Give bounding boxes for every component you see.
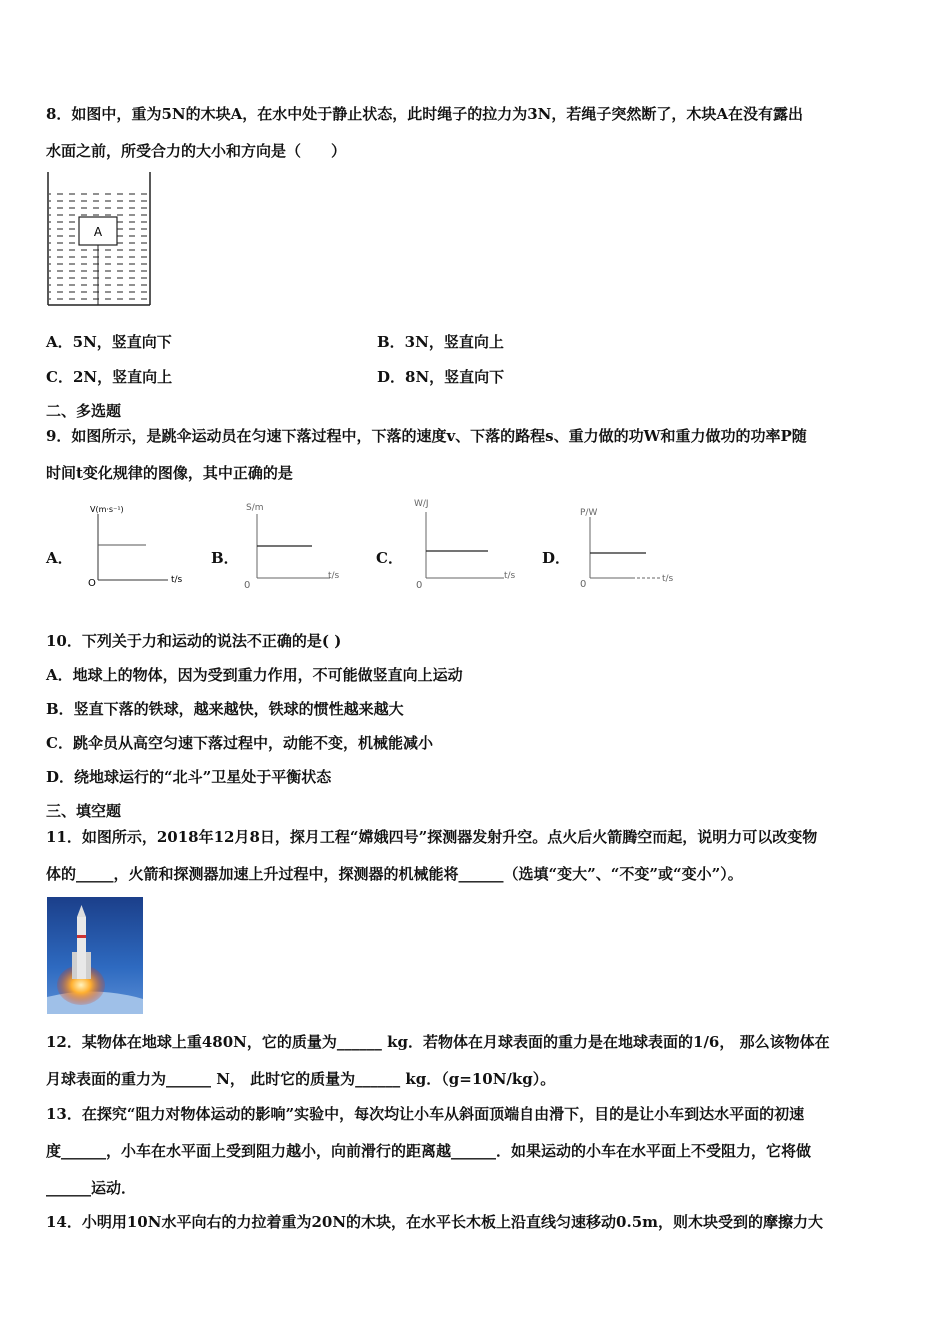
q9-graph-c-letter: C． <box>376 549 403 567</box>
q9-graph-b <box>240 498 355 593</box>
q11-line1: 11．如图所示，2018年12月8日，探月工程“嫦娥四号”探测器发射升空。点火后火箭腾空而起，说明力可以改变物 <box>46 828 818 846</box>
q10-option-a: A．地球上的物体，因为受到重力作用，不可能做竖直向上运动 <box>46 666 463 684</box>
q9-graph-a <box>82 500 192 592</box>
q8-option-b: B．3N，竖直向上 <box>377 333 504 351</box>
q8-line2: 水面之前，所受合力的大小和方向是（ ） <box>46 142 347 160</box>
q14-line1: 14．小明用10N水平向右的力拉着重为20N的木块，在水平长木板上沿直线匀速移动0.5m，则木块受到的摩擦力大 <box>46 1213 824 1231</box>
graph-b-xlabel: t/s <box>328 571 340 581</box>
q10-option-d: D．绕地球运行的“北斗”卫星处于平衡状态 <box>46 768 332 786</box>
q9-graph-b-letter: B． <box>211 549 239 567</box>
section-3-heading: 三、填空题 <box>46 802 122 820</box>
q9-graph-d-letter: D． <box>542 549 571 567</box>
block-a-label: A <box>93 225 103 239</box>
graph-d-ylabel: P/W <box>580 508 598 518</box>
q13-line1: 13．在探究“阻力对物体运动的影响”实验中，每次均让小车从斜面顶端自由滑下，目的是让小车到达水平面的初速 <box>46 1105 805 1123</box>
q8-option-c: C．2N，竖直向上 <box>46 368 173 386</box>
q9-graph-d <box>574 505 689 593</box>
q9-graph-c <box>408 494 528 594</box>
graph-b-ylabel: S/m <box>246 503 264 513</box>
graph-c-xlabel: t/s <box>504 571 516 581</box>
graph-c-origin: 0 <box>416 580 423 591</box>
q8-option-a: A．5N，竖直向下 <box>46 333 172 351</box>
graph-b-origin: 0 <box>244 580 251 591</box>
q8-line1: 8．如图中，重为5N的木块A，在水中处于静止状态，此时绳子的拉力为3N，若绳子突然断了，木块A在没有露出 <box>46 105 804 123</box>
q9-line2: 时间t变化规律的图像，其中正确的是 <box>46 464 293 482</box>
q10-option-b: B．竖直下落的铁球，越来越快，铁球的惯性越来越大 <box>46 700 404 718</box>
q10-option-c: C．跳伞员从高空匀速下落过程中，动能不变，机械能减小 <box>46 734 433 752</box>
q8-water-tank-figure <box>44 170 154 310</box>
q9-line1: 9．如图所示，是跳伞运动员在匀速下落过程中，下落的速度v、下落的路程s、重力做的功W和重力做功的功率P随 <box>46 427 807 445</box>
q13-line2: 度______，小车在水平面上受到阻力越小，向前滑行的距离越______．如果运动的小车在水平面上不受阻力，它将做 <box>46 1142 812 1160</box>
graph-d-origin: 0 <box>580 579 587 590</box>
q10-stem: 10．下列关于力和运动的说法不正确的是( ) <box>46 632 342 650</box>
section-2-heading: 二、多选题 <box>46 402 122 420</box>
rocket-launch-image <box>47 897 143 1014</box>
q8-option-d: D．8N，竖直向下 <box>377 368 505 386</box>
graph-a-ylabel: V(m·s⁻¹) <box>90 505 124 514</box>
graph-a-origin: O <box>88 578 96 589</box>
q12-line2: 月球表面的重力为______ N， 此时它的质量为______ kg．（g=10N/kg）。 <box>46 1070 556 1088</box>
graph-a-xlabel: t/s <box>171 575 183 585</box>
graph-d-xlabel: t/s <box>662 574 674 584</box>
q9-graph-a-letter: A． <box>46 549 73 567</box>
q13-line3: ______运动． <box>46 1179 137 1197</box>
q12-line1: 12．某物体在地球上重480N，它的质量为______ kg．若物体在月球表面的重力是在地球表面的1/6， 那么该物体在 <box>46 1033 830 1051</box>
graph-c-ylabel: W/J <box>414 499 429 509</box>
q11-line2: 体的_____，火箭和探测器加速上升过程中，探测器的机械能将______（选填“变大”、“不变”或“变小”）。 <box>46 865 743 883</box>
